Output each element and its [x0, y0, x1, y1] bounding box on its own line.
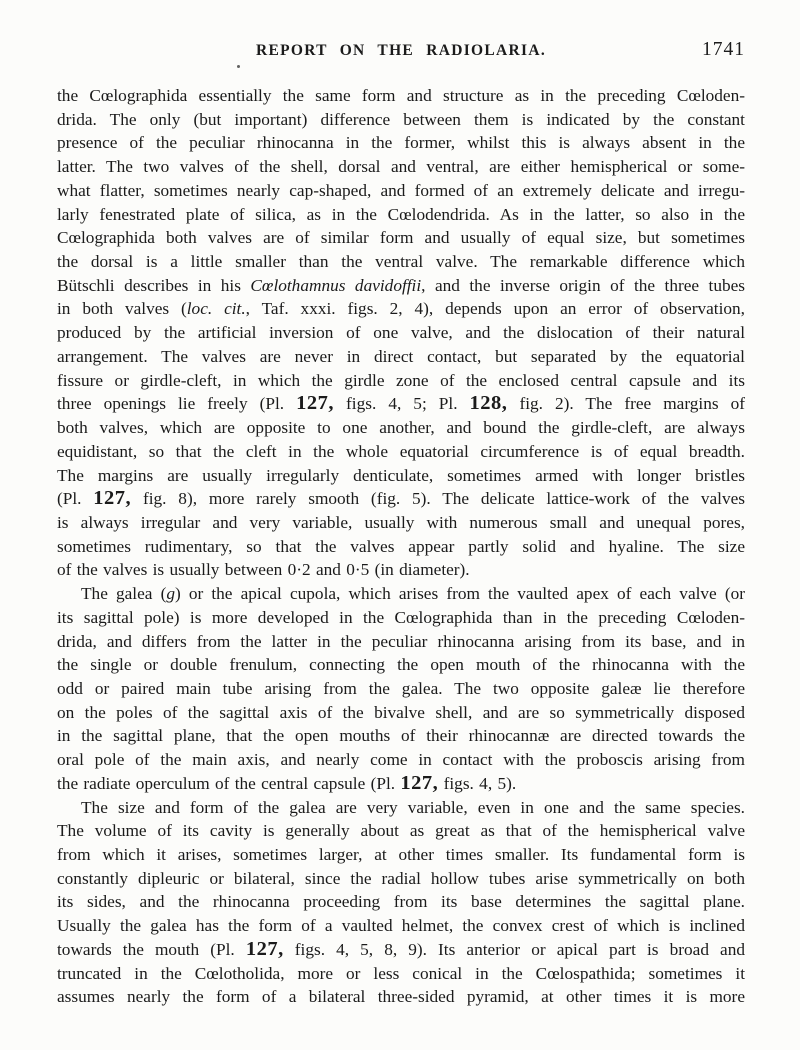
text-run: Cœlographida both valves are of similar form and usually of equal size, but sometimes	[57, 228, 745, 248]
text-line	[57, 724, 745, 748]
text-line	[57, 369, 745, 393]
text-run: oral pole of the main axis, and nearly come in contact with the proboscis arising from	[57, 750, 745, 770]
text-run: The size and form of the galea are very variable, even in one and the same species.	[81, 797, 745, 817]
italic-text: loc. cit.	[186, 299, 246, 319]
text-line	[57, 701, 745, 725]
text-run: latter. The two valves of the shell, dorsal and ventral, are either hemispherical or some-	[57, 157, 745, 177]
italic-text: Cœlothamnus davidoffii	[250, 275, 422, 295]
text-line	[57, 440, 745, 464]
plate-number: 127,	[93, 487, 132, 510]
text-run: three openings lie freely (Pl.	[57, 394, 297, 414]
text-run: figs. 4, 5, 8, 9). Its anterior or apical part is broad and	[283, 939, 745, 959]
plate-number: 128,	[469, 392, 508, 415]
text-run: on the poles of the sagittal axis of the bivalve shell, and are so symmetrically disposed	[57, 702, 745, 722]
text-line	[57, 748, 745, 772]
text-run: from which it arises, sometimes larger, at other times smaller. Its fundamental form is	[57, 845, 745, 864]
text-run: presence of the peculiar rhinocanna in the former, whilst this is always absent in the	[57, 133, 745, 153]
text-line	[57, 938, 745, 962]
text-line	[57, 464, 745, 488]
text-run: drida, and differs from the latter in the peculiar rhinocanna arising from its base, and in	[57, 631, 745, 651]
paragraph-2	[57, 582, 745, 795]
page-header-title: REPORT ON THE RADIOLARIA.	[255, 42, 547, 59]
text-run: , Taf. xxxi. figs. 2, 4), depends upon an error of observation,	[245, 299, 745, 319]
italic-text: g	[166, 584, 175, 604]
text-run: its sagittal pole) is more developed in the Cœlographida than in the preceding Cœloden-	[57, 607, 745, 627]
text-line	[57, 985, 745, 1009]
text-line	[57, 890, 745, 914]
text-line	[57, 297, 745, 321]
text-line	[57, 606, 745, 630]
text-line	[57, 155, 745, 179]
text-run: what flatter, sometimes nearly cap-shaped, and formed of an extremely delicate and irregu-	[57, 180, 745, 200]
text-line	[57, 558, 745, 582]
text-line	[57, 392, 745, 416]
paragraph-3	[57, 796, 745, 1009]
text-run: fig. 2). The free margins of	[507, 394, 745, 414]
text-line	[57, 677, 745, 701]
text-run: (Pl.	[57, 489, 94, 509]
paragraph-1	[57, 84, 745, 582]
text-line	[57, 345, 745, 369]
text-line	[57, 511, 745, 535]
text-run: fig. 8), more rarely smooth (fig. 5). The delicate lattice-work of the valves	[131, 489, 745, 509]
text-run: Bütschli describes in his	[57, 275, 251, 295]
text-run: figs. 4, 5).	[438, 773, 517, 793]
text-line	[57, 630, 745, 654]
text-run: produced by the artificial inversion of one valve, and the dislocation of their natural	[57, 323, 745, 343]
text-run: both valves, which are opposite to one another, and bound the girdle-cleft, are always	[57, 418, 745, 438]
text-line	[57, 962, 745, 986]
text-line	[57, 250, 745, 274]
text-line	[57, 914, 745, 938]
text-line	[57, 653, 745, 677]
text-run: sometimes rudimentary, so that the valves appear partly solid and hyaline. The size	[57, 536, 745, 556]
text-run: Usually the galea has the form of a vaulted helmet, the convex crest of which is inclined	[57, 916, 745, 936]
text-run: assumes nearly the form of a bilateral three-sided pyramid, at other times it is more	[57, 987, 745, 1007]
text-run: figs. 4, 5; Pl.	[334, 394, 470, 414]
text-run: the dorsal is a little smaller than the ventral valve. The remarkable difference which	[57, 252, 745, 272]
text-run: The volume of its cavity is generally about as great as that of the hemispherical valve	[57, 821, 745, 841]
text-line	[57, 819, 745, 843]
text-line	[57, 867, 745, 891]
ink-speck	[237, 65, 240, 68]
text-line	[57, 226, 745, 250]
text-run: is always irregular and very variable, usually with numerous small and unequal pores,	[57, 512, 745, 532]
text-run: arrangement. The valves are never in direct contact, but separated by the equatorial	[57, 346, 745, 366]
text-run: constantly dipleuric or bilateral, since the radial hollow tubes arise symmetrically on both	[57, 868, 745, 888]
text-line	[57, 843, 745, 867]
text-line	[57, 487, 745, 511]
page-body	[57, 84, 745, 1009]
text-run: odd or paired main tube arising from the galea. The two opposite galeæ lie therefore	[57, 678, 745, 698]
text-run: in both valves (	[57, 299, 187, 319]
text-run: of the valves is usually between 0·2 and 0·5 (in diameter).	[57, 560, 470, 580]
text-run: the radiate operculum of the central capsule (Pl.	[57, 773, 401, 793]
text-run: larly fenestrated plate of silica, as in the Cœlodendrida. As in the latter, so also in the	[57, 204, 745, 224]
text-line	[57, 416, 745, 440]
text-run: , and the inverse origin of the three tubes	[421, 275, 746, 295]
text-line	[57, 772, 745, 796]
text-run: The galea (	[81, 584, 167, 604]
running-header	[57, 39, 745, 66]
text-run: equidistant, so that the cleft in the whole equatorial circumference is of equal breadth.	[57, 441, 745, 461]
text-run: The margins are usually irregularly denticulate, sometimes armed with longer bristles	[57, 465, 745, 485]
plate-number: 127,	[400, 771, 439, 794]
text-line	[57, 203, 745, 227]
text-run: fissure or girdle-cleft, in which the girdle zone of the enclosed central capsule and its	[57, 370, 745, 390]
text-line	[57, 582, 745, 606]
text-line	[57, 321, 745, 345]
plate-number: 127,	[245, 937, 284, 960]
text-line	[57, 131, 745, 155]
text-run: truncated in the Cœlotholida, more or less conical in the Cœlospathida; sometimes it	[57, 963, 745, 983]
text-run: towards the mouth (Pl.	[57, 939, 246, 959]
text-run: its sides, and the rhinocanna proceeding from its base determines the sagittal plane.	[57, 892, 745, 912]
text-run: the single or double frenulum, connecting the open mouth of the rhinocanna with the	[57, 655, 745, 675]
text-line	[57, 535, 745, 559]
text-run: the Cœlographida essentially the same form and structure as in the preceding Cœloden-	[57, 86, 745, 105]
text-run: ) or the apical cupola, which arises from the vaulted apex of each valve (or	[174, 584, 745, 604]
text-line	[57, 108, 745, 132]
text-run: drida. The only (but important) difference between them is indicated by the constant	[57, 109, 745, 129]
plate-number: 127,	[296, 392, 335, 415]
text-run: in the sagittal plane, that the open mouths of their rhinocannæ are directed towards the	[57, 726, 745, 746]
text-line	[57, 274, 745, 298]
text-line	[57, 796, 745, 820]
text-line	[57, 84, 745, 108]
text-line	[57, 179, 745, 203]
page-number: 1741	[702, 39, 745, 60]
